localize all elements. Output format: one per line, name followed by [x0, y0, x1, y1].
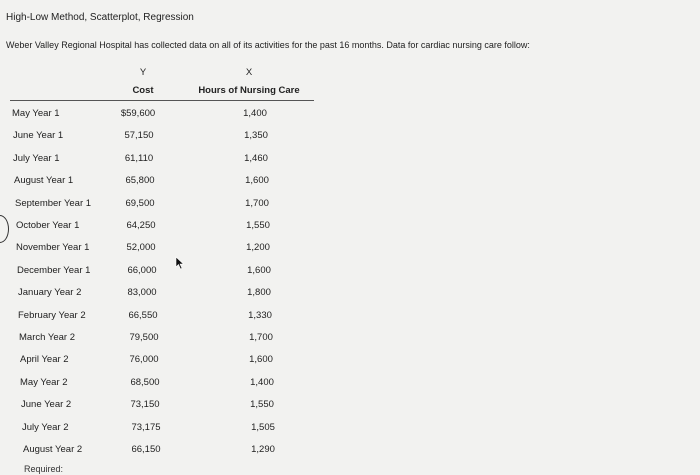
table-row — [0, 377, 330, 391]
hours-cell: 1,700 — [245, 197, 269, 209]
required-heading: Required: — [24, 464, 64, 474]
month-cell: March Year 2 — [19, 332, 75, 343]
hours-column-header: Hours of Nursing Care — [198, 85, 300, 96]
hours-cell: 1,550 — [246, 220, 270, 231]
cost-cell: 68,500 — [130, 376, 160, 388]
cost-cell: 76,000 — [129, 354, 159, 366]
hours-cell: 1,505 — [251, 421, 275, 433]
month-cell: August Year 1 — [14, 175, 74, 187]
cost-column-header: Cost — [132, 85, 154, 96]
month-cell: October Year 1 — [16, 220, 80, 231]
hours-cell: 1,550 — [250, 399, 274, 411]
cost-cell: 69,500 — [125, 197, 155, 209]
hours-cell: 1,290 — [251, 444, 275, 455]
table-row — [0, 354, 330, 368]
month-cell: July Year 1 — [13, 152, 60, 164]
month-cell: July Year 2 — [22, 421, 69, 433]
hours-cell: 1,400 — [250, 376, 274, 388]
page-title: High-Low Method, Scatterplot, Regression — [6, 12, 194, 23]
cost-cell: 83,000 — [127, 287, 157, 299]
cursor-icon — [175, 256, 185, 270]
table-row — [0, 265, 330, 279]
table-row — [0, 175, 330, 189]
hours-cell: 1,800 — [247, 287, 271, 299]
month-cell: August Year 2 — [23, 444, 83, 455]
month-cell: February Year 2 — [18, 309, 86, 321]
table-row — [0, 108, 330, 122]
month-cell: November Year 1 — [16, 242, 90, 254]
hours-cell: 1,600 — [245, 175, 269, 187]
month-cell: September Year 1 — [15, 197, 92, 209]
cost-cell: 66,000 — [127, 264, 157, 276]
cost-cell: 52,000 — [126, 242, 156, 254]
table-row — [0, 310, 330, 324]
cost-cell: 66,550 — [128, 309, 158, 321]
month-cell: June Year 1 — [13, 130, 64, 142]
hours-cell: 1,400 — [243, 108, 267, 119]
month-cell: May Year 2 — [20, 376, 68, 388]
cost-cell: 65,800 — [125, 175, 155, 187]
cost-cell: 61,110 — [124, 152, 154, 164]
hours-cell: 1,700 — [249, 332, 273, 343]
table-row — [0, 287, 330, 301]
y-symbol: Y — [139, 67, 147, 78]
x-symbol: X — [245, 67, 253, 78]
hours-cell: 1,330 — [248, 309, 272, 321]
hours-cell: 1,600 — [247, 264, 271, 276]
table-row — [0, 220, 330, 234]
cost-cell: 79,500 — [129, 332, 159, 343]
intro-text: Weber Valley Regional Hospital has collected data on all of its activities for the past 16 months. Data for cardiac nursing care follow: — [6, 40, 530, 50]
cost-cell: $59,600 — [120, 108, 156, 119]
table-row — [0, 399, 330, 413]
cost-cell: 64,250 — [126, 220, 156, 231]
table-row — [0, 130, 330, 144]
table-row — [0, 153, 330, 167]
cost-cell: 73,175 — [131, 421, 161, 433]
table-row — [0, 332, 330, 346]
header-divider — [10, 100, 314, 101]
cost-cell: 66,150 — [131, 444, 161, 455]
cost-cell: 73,150 — [130, 399, 160, 411]
month-cell: December Year 1 — [17, 264, 91, 276]
table-row — [0, 444, 330, 458]
hours-cell: 1,200 — [246, 242, 270, 254]
month-cell: April Year 2 — [20, 354, 69, 366]
hours-cell: 1,460 — [244, 152, 268, 164]
table-row — [0, 242, 330, 256]
month-cell: May Year 1 — [12, 108, 60, 119]
table-row — [0, 198, 330, 212]
table-row — [0, 422, 330, 436]
month-cell: January Year 2 — [18, 287, 82, 299]
hours-cell: 1,350 — [244, 130, 268, 142]
hours-cell: 1,600 — [249, 354, 273, 366]
cost-cell: 57,150 — [124, 130, 154, 142]
month-cell: June Year 2 — [21, 399, 72, 411]
